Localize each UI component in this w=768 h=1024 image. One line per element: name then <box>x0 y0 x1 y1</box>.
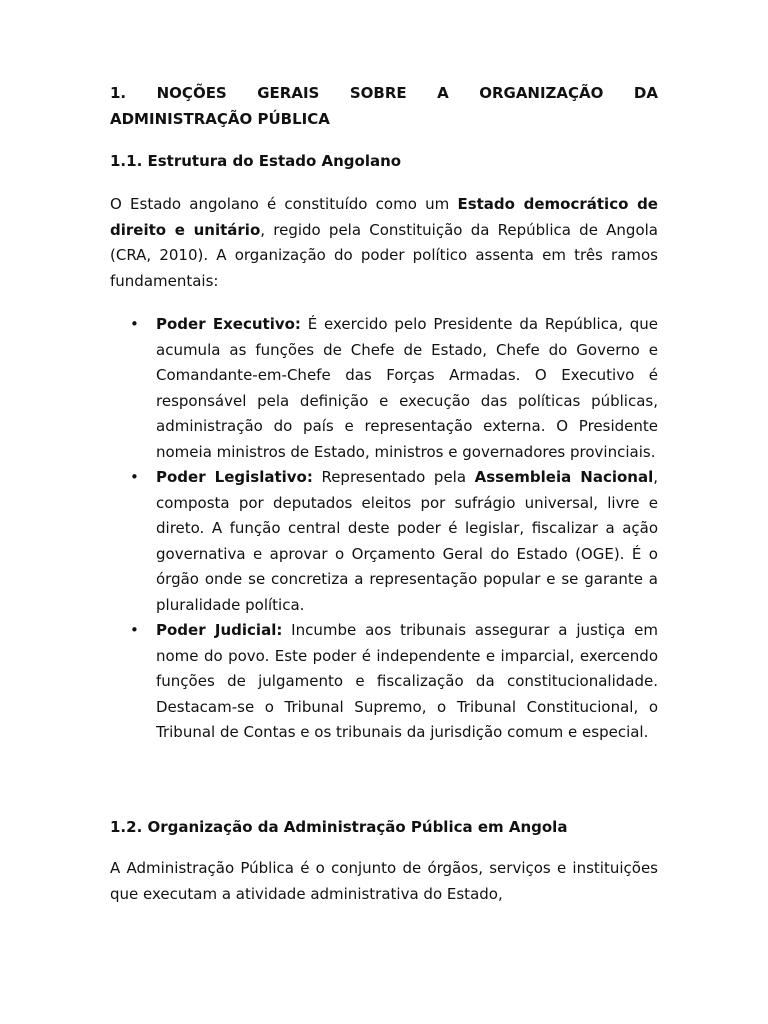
list-item-body: , composta por deputados eleitos por sufrágio universal, livre e direto. A função central deste poder é legislar, fiscalizar a ação governativa e aprovar o Orçamento Geral do Estado (OGE). É o órgão onde se concretiza a representação popular e se garante a pluralidade política. <box>156 468 659 614</box>
list-item-legislative <box>110 465 658 618</box>
bullet-icon: • <box>130 621 139 639</box>
list-item-body: Incumbe aos tribunais assegurar a justiça em nome do povo. Este poder é independente e imparcial, exercendo funções de julgamento e fiscalização da constitucionalidade. Destacam-se o Tribunal Supremo, o Tribunal Constitucional, o Tribunal de Contas e os tribunais da jurisdição comum e especial. <box>156 621 658 741</box>
list-item-text <box>156 465 658 618</box>
bullet-icon: • <box>130 468 139 486</box>
intro-paragraph <box>110 192 658 294</box>
list-item-executive <box>110 312 658 465</box>
list-item-label: Poder Judicial: <box>156 621 283 639</box>
intro-text: O Estado angolano é constituído como um <box>110 195 458 213</box>
administration-paragraph: A Administração Pública é o conjunto de órgãos, serviços e instituições que executam a atividade administrativa do Estado, <box>110 859 658 903</box>
powers-list <box>110 312 658 746</box>
title-word: ORGANIZAÇÃO <box>479 84 604 102</box>
bullet-icon: • <box>130 315 139 333</box>
title-word: DA <box>633 84 658 102</box>
list-item-label: Poder Legislativo: <box>156 468 313 486</box>
chapter-title <box>110 81 658 132</box>
list-item-text <box>156 618 658 746</box>
intro-bold-text: Estado democrático de direito e unitário <box>110 195 658 239</box>
section-heading-1-2: 1.2. Organização da Administração Pública em Angola <box>110 818 568 836</box>
section-heading-1-1: 1.1. Estrutura do Estado Angolano <box>110 152 402 170</box>
title-word: GERAIS <box>257 84 320 102</box>
title-word: A <box>437 84 449 102</box>
title-word: 1. <box>110 84 127 102</box>
list-item-label: Poder Executivo: <box>156 315 301 333</box>
chapter-title-line-2: ADMINISTRAÇÃO PÚBLICA <box>110 109 330 128</box>
list-item-body: Representado pela <box>312 468 475 486</box>
title-word: SOBRE <box>349 84 407 102</box>
title-word: NOÇÕES <box>156 84 227 102</box>
list-item-body: É exercido pelo Presidente da República, que acumula as funções de Chefe de Estado, Chefe do Governo e Comandante-em-Chefe das Forças Armadas. O Executivo é responsável pela definição e execução das políticas públicas, administração do país e representação externa. O Presidente nomeia ministros de Estado, ministros e governadores provinciais. <box>156 315 658 461</box>
chapter-title-line-1 <box>110 81 658 107</box>
list-item-judicial <box>110 618 658 746</box>
intro-text: , regido pela Constituição da República de Angola (CRA, 2010). A organização do poder político assenta em três ramos fundamentais: <box>110 220 658 290</box>
list-item-text <box>156 312 658 465</box>
list-item-bold-text: Assembleia Nacional <box>474 468 654 486</box>
